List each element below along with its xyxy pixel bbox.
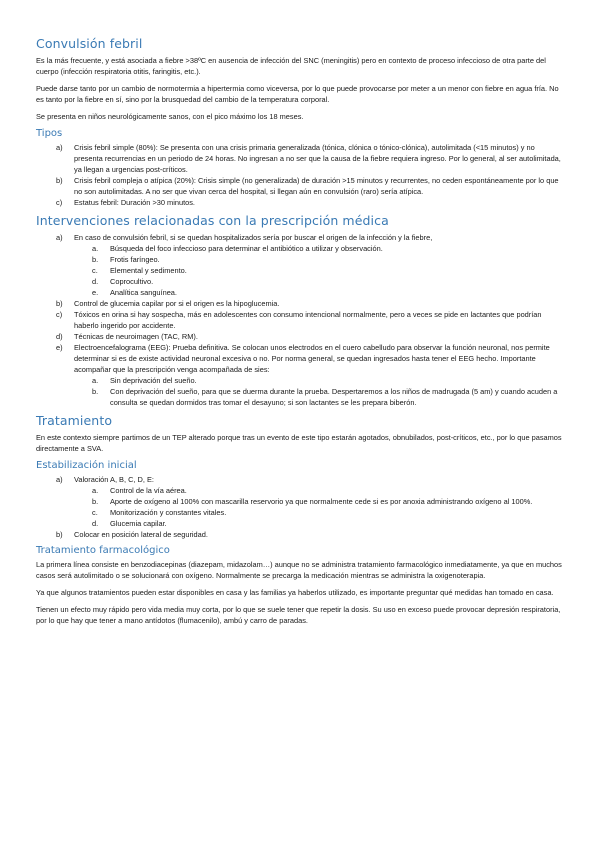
list-marker: c) [56, 310, 63, 319]
paragraph: La primera línea consiste en benzodiacepinas (diazepam, midazolam…) aunque no se administra tratamiento farmacológico inmediatamente, ya que en muchos casos será autolimitado o se solucionará con oxígeno. Normalmente se precarga la medicación mientras se administra la oxigenoterapia. [36, 560, 562, 580]
list-marker: d) [56, 332, 63, 341]
list-marker: b) [56, 530, 63, 539]
sub-list-item [36, 287, 564, 298]
paragraph: En este contexto siempre partimos de un TEP alterado porque tras un evento de este tipo estarán agotados, obnubilados, post-críticos, etc., por lo que pasamos directamente a SVA. [36, 433, 562, 453]
list-item-text: Analítica sanguínea. [110, 288, 177, 297]
list-marker: a. [92, 486, 99, 495]
sub-list-item [36, 265, 564, 276]
list-item-text: Estatus febril: Duración >30 minutos. [74, 198, 195, 207]
paragraph: Ya que algunos tratamientos pueden estar disponibles en casa y las familias ya haberlos utilizado, es importante preguntar qué medidas han tomado en casa. [36, 588, 554, 597]
list-item-text: Coprocultivo. [110, 277, 154, 286]
list-item [36, 529, 564, 540]
list-marker: b. [92, 497, 99, 506]
list-item [36, 309, 564, 331]
list-marker: c. [92, 508, 98, 517]
paragraph: Se presenta en niños neurológicamente sanos, con el pico máximo los 18 meses. [36, 112, 304, 121]
list-item [36, 232, 564, 243]
list-item-text: Monitorización y constantes vitales. [110, 508, 227, 517]
sub-list-item [36, 507, 564, 518]
list-marker: b. [92, 255, 99, 264]
list-item [36, 175, 564, 197]
list-intervenciones [36, 232, 564, 408]
list-item-text: Sin deprivación del sueño. [110, 376, 197, 385]
list-item-text: Crisis febril simple (80%): Se presenta con una crisis primaria generalizada (tónica, clónica o tónico-clónica), autolimitada (<15 minutos) y no presenta recurrencias en un periodo de 24 horas. No ingresan a no ser que la causa de la fiebre requiera ingreso. Por lo general, al ser autolimitada, ya llegan a urgencias post-críticos. [74, 143, 561, 174]
list-item-text: Tóxicos en orina si hay sospecha, más en adolescentes con consumo intencional normalmente, pero a veces se pide en lactantes que podrían haberlo ingerido por accidente. [74, 310, 542, 330]
sub-list-item [36, 276, 564, 287]
list-item [36, 331, 564, 342]
sub-list-item [36, 375, 564, 386]
list-item-text: Frotis faríngeo. [110, 255, 160, 264]
list-item-text: Elemental y sedimento. [110, 266, 187, 275]
list-item-text: Con deprivación del sueño, para que se duerma durante la prueba. Despertaremos a los niños de madrugada (5 am) y cuando acuden a consulta se quedan dormidos tras tomar el desayuno; si son lactantes se les prepara biberón. [110, 387, 558, 407]
list-marker: e) [56, 343, 63, 352]
paragraph: Es la más frecuente, y está asociada a fiebre >38ºC en ausencia de infección del SNC (meningitis) pero en contexto de proceso infeccioso de otra parte del cuerpo (infección respiratoria otitis, faringitis, etc.). [36, 56, 546, 76]
list-item-text: Control de la vía aérea. [110, 486, 187, 495]
list-marker: e. [92, 288, 99, 297]
list-marker: b. [92, 387, 99, 396]
sub-list-item [36, 243, 564, 254]
list-item-text: Electroencefalograma (EEG): Prueba definitiva. Se colocan unos electrodos en el cuero cabelludo para observar la función neuronal, nos permite determinar si es de existe actividad neuronal excesiva o no. Por norma general, se quedan ingresados hasta tener el EEG hecho. Importante acompañar que la prescripción venga acompañada de sies: [74, 343, 550, 374]
list-item [36, 474, 564, 485]
sub-list-item [36, 485, 564, 496]
list-item [36, 342, 564, 375]
heading-tipos: Tipos [36, 128, 63, 139]
list-marker: a) [56, 233, 63, 242]
paragraph: Puede darse tanto por un cambio de normotermia a hipertermia como viceversa, por lo que puede provocarse por meter a un menor con fiebre en agua fría. No es tanto por la fiebre en sí, sino por la brusquedad del cambio de la temperatura corporal. [36, 84, 559, 104]
heading-tratamiento-farmacologico: Tratamiento farmacológico [36, 545, 170, 556]
list-item-text: Aporte de oxígeno al 100% con mascarilla reservorio ya que normalmente cede si es por anoxia administrando oxígeno al 100%. [110, 497, 533, 506]
list-marker: a) [56, 143, 63, 152]
list-item [36, 142, 564, 175]
sub-list-item [36, 496, 564, 507]
list-marker: d. [92, 519, 99, 528]
heading-estabilizacion: Estabilización inicial [36, 460, 137, 471]
heading-tratamiento: Tratamiento [36, 413, 113, 428]
sub-list-item [36, 518, 564, 529]
list-item-text: En caso de convulsión febril, si se quedan hospitalizados sería por buscar el origen de la infección y la fiebre, [74, 233, 433, 242]
list-item-text: Colocar en posición lateral de seguridad. [74, 530, 208, 539]
sub-list-item [36, 254, 564, 265]
list-marker: d. [92, 277, 99, 286]
paragraph: Tienen un efecto muy rápido pero vida media muy corta, por lo que se suele tener que repetir la dosis. Su uso en exceso puede provocar depresión respiratoria, por lo que hay que tener a mano antídotos (flumacenilo), ambú y carro de paradas. [36, 605, 561, 625]
list-item-text: Técnicas de neuroimagen (TAC, RM). [74, 332, 198, 341]
list-marker: c. [92, 266, 98, 275]
heading-convulsion-febril: Convulsión febril [36, 36, 143, 51]
list-marker: b) [56, 176, 63, 185]
list-item-text: Glucemia capilar. [110, 519, 167, 528]
sub-list-item [36, 386, 564, 408]
list-item [36, 197, 564, 208]
list-tipos [36, 142, 564, 208]
list-item-text: Control de glucemia capilar por si el origen es la hipoglucemia. [74, 299, 280, 308]
list-marker: a. [92, 376, 99, 385]
list-marker: b) [56, 299, 63, 308]
list-item [36, 298, 564, 309]
heading-intervenciones: Intervenciones relacionadas con la prescripción médica [36, 213, 389, 228]
list-item-text: Búsqueda del foco infeccioso para determinar el antibiótico a utilizar y observación. [110, 244, 383, 253]
list-marker: c) [56, 198, 63, 207]
list-marker: a) [56, 475, 63, 484]
list-item-text: Crisis febril compleja o atípica (20%): Crisis simple (no generalizada) de duración >15 minutos y recurrentes, no ceden espontáneamente por lo que no son autolimitadas. A no ser que vivan cerca del hospital, si llegan aún en convulsión (raro) sería atípica. [74, 176, 559, 196]
list-item-text: Valoración A, B, C, D, E: [74, 475, 154, 484]
list-marker: a. [92, 244, 99, 253]
list-estabilizacion [36, 474, 564, 540]
